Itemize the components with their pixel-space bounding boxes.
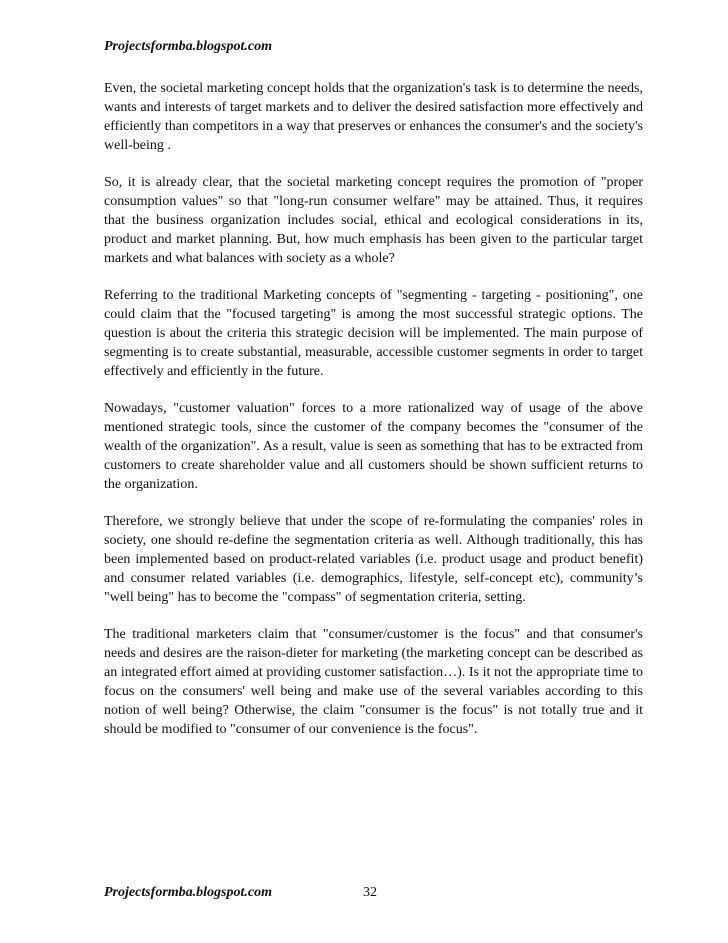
paragraph-3: Referring to the traditional Marketing concepts of "segmenting - targeting - positioning", one could claim that the "focused targeting" is among the most successful strategic options. The question is about the criteria this strategic decision will be implemented. The main purpose of segmenting is to create substantial, measurable, accessible customer segments in order to target effectively and efficiently in the future. [104,288,643,379]
page-number: 32 [363,885,377,900]
paragraph-4: Nowadays, "customer valuation" forces to a more rationalized way of usage of the above mentioned strategic tools, since the customer of the company becomes the "consumer of the wealth of the organization". As a result, value is seen as something that has to be extracted from customers to create shareholder value and all customers should be shown sufficient returns to the organization. [104,401,643,492]
footer-site-name: Projectsformba.blogspot.com [104,885,272,900]
paragraph-6: The traditional marketers claim that "consumer/customer is the focus" and that consumer's needs and desires are the raison-dieter for marketing (the marketing concept can be described as an integrated effort aimed at providing customer satisfaction…). Is it not the appropriate time to focus on the consumers' well being and make use of the several variables according to this notion of well being? Otherwise, the claim "consumer is the focus" is not totally true and it should be modified to "consumer of our convenience is the focus". [104,627,643,737]
body-text [104,79,643,757]
paragraph-2: So, it is already clear, that the societal marketing concept requires the promotion of "proper consumption values" so that "long-run consumer welfare" may be attained. Thus, it requires that the business organization includes social, ethical and ecological considerations in its, product and market planning. But, how much emphasis has been given to the particular target markets and what balances with society as a whole? [104,175,643,266]
paragraph-1: Even, the societal marketing concept holds that the organization's task is to determine the needs, wants and interests of target markets and to deliver the desired satisfaction more effectively and efficiently than competitors in a way that preserves or enhances the consumer's and the society's well-being . [104,81,643,153]
header-site-name: Projectsformba.blogspot.com [104,39,272,54]
paragraph-5: Therefore, we strongly believe that under the scope of re-formulating the companies' roles in society, one should re-define the segmentation criteria as well. Although traditionally, this has been implemented based on product-related variables (i.e. product usage and product benefit) and consumer related variables (i.e. demographics, lifestyle, self-concept etc), community’s "well being" has to become the "compass" of segmentation criteria, setting. [104,514,643,605]
